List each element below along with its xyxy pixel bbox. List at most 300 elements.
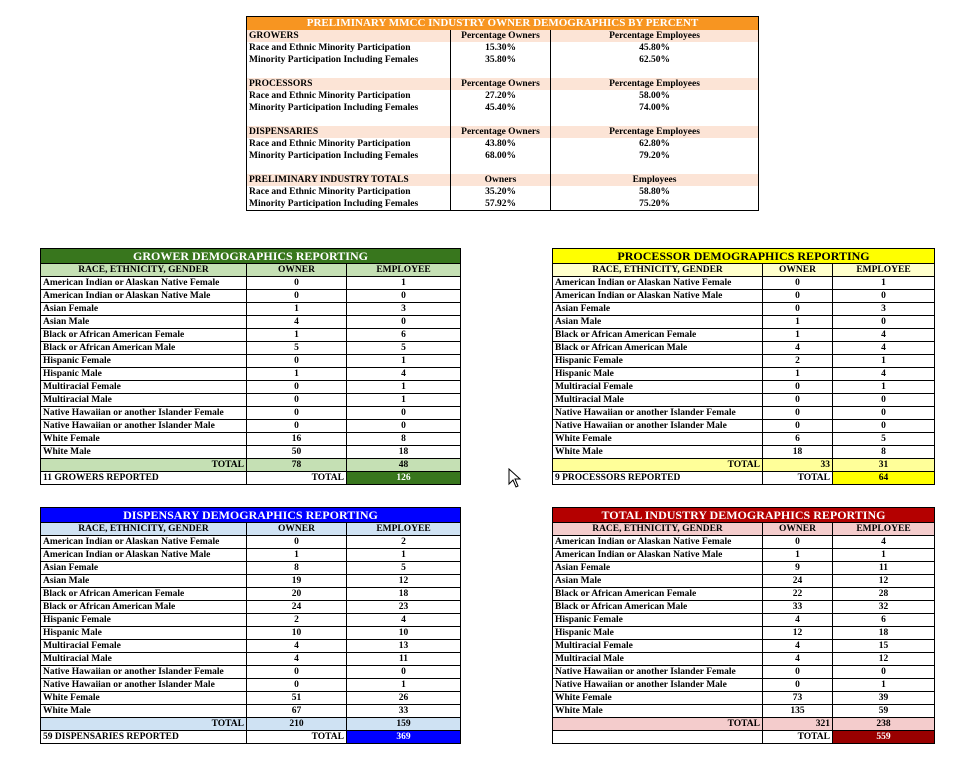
pct-value: 62.80% [551, 138, 759, 150]
owner-count: 2 [247, 614, 347, 627]
table-row [553, 549, 935, 562]
owner-count: 0 [763, 303, 833, 316]
category-label: Asian Male [553, 316, 763, 329]
table-row [553, 316, 935, 329]
total-owner: 210 [247, 718, 347, 731]
pct-value: 75.20% [551, 198, 759, 211]
table-row [553, 653, 935, 666]
reported-count: 9 PROCESSORS REPORTED [553, 472, 763, 485]
employee-count: 0 [833, 290, 935, 303]
owner-count: 22 [763, 588, 833, 601]
col-header-owner: OWNER [763, 264, 833, 277]
reported-count [553, 731, 763, 744]
owner-count: 4 [763, 614, 833, 627]
category-label: Native Hawaiian or another Islander Female [553, 666, 763, 679]
spacer [551, 162, 759, 174]
employee-count: 1 [347, 277, 461, 290]
owner-count: 2 [763, 355, 833, 368]
employee-count: 1 [347, 679, 461, 692]
col-header-employee: EMPLOYEE [833, 264, 935, 277]
table-row [553, 407, 935, 420]
employee-count: 12 [833, 575, 935, 588]
employee-count: 18 [347, 446, 461, 459]
row-label: Race and Ethnic Minority Participation [247, 186, 451, 198]
total-employee: 159 [347, 718, 461, 731]
pct-value: 45.40% [451, 102, 551, 114]
category-label: Multiracial Male [41, 653, 247, 666]
owner-count: 0 [247, 679, 347, 692]
table-row [553, 614, 935, 627]
category-label: White Female [41, 433, 247, 446]
category-label: Native Hawaiian or another Islander Male [553, 420, 763, 433]
table-row [41, 407, 461, 420]
employee-count: 28 [833, 588, 935, 601]
section-name: PROCESSORS [247, 78, 451, 90]
category-label: Hispanic Female [553, 614, 763, 627]
row-label: Minority Participation Including Females [247, 54, 451, 66]
row-label: Minority Participation Including Females [247, 198, 451, 211]
employee-count: 6 [833, 614, 935, 627]
pct-value: 62.50% [551, 54, 759, 66]
col-header-race: RACE, ETHNICITY, GENDER [553, 523, 763, 536]
employee-count: 1 [833, 679, 935, 692]
owner-count: 1 [247, 549, 347, 562]
category-label: Black or African American Female [41, 588, 247, 601]
row-label: Race and Ethnic Minority Participation [247, 138, 451, 150]
col-header: Percentage Owners [451, 30, 551, 42]
employee-count: 26 [347, 692, 461, 705]
grand-total-label: TOTAL [247, 731, 347, 744]
owner-count: 6 [763, 433, 833, 446]
total-label: TOTAL [41, 459, 247, 472]
category-label: White Male [41, 705, 247, 718]
table-row [553, 562, 935, 575]
owner-count: 10 [247, 627, 347, 640]
spacer [247, 66, 451, 78]
owner-count: 73 [763, 692, 833, 705]
employee-count: 4 [833, 368, 935, 381]
reported-count: 59 DISPENSARIES REPORTED [41, 731, 247, 744]
table-row [553, 355, 935, 368]
spacer [551, 114, 759, 126]
pct-value: 58.80% [551, 186, 759, 198]
owner-count: 9 [763, 562, 833, 575]
employee-count: 59 [833, 705, 935, 718]
table-row [41, 433, 461, 446]
employee-count: 5 [347, 562, 461, 575]
employee-count: 15 [833, 640, 935, 653]
owner-count: 0 [763, 679, 833, 692]
pct-value: 45.80% [551, 42, 759, 54]
table-row [41, 303, 461, 316]
employee-count: 18 [833, 627, 935, 640]
category-label: American Indian or Alaskan Native Female [553, 536, 763, 549]
col-header-owner: OWNER [247, 264, 347, 277]
section-name: DISPENSARIES [247, 126, 451, 138]
owner-count: 4 [247, 316, 347, 329]
owner-count: 1 [763, 316, 833, 329]
table-row [553, 627, 935, 640]
col-header: Percentage Employees [551, 30, 759, 42]
category-label: Native Hawaiian or another Islander Male [553, 679, 763, 692]
category-label: Multiracial Male [41, 394, 247, 407]
owner-count: 0 [763, 407, 833, 420]
category-label: Native Hawaiian or another Islander Male [41, 679, 247, 692]
employee-count: 12 [833, 653, 935, 666]
owner-count: 0 [247, 290, 347, 303]
owner-count: 1 [247, 329, 347, 342]
reported-count: 11 GROWERS REPORTED [41, 472, 247, 485]
owner-count: 33 [763, 601, 833, 614]
section-name: GROWERS [247, 30, 451, 42]
owner-count: 24 [763, 575, 833, 588]
table-title: TOTAL INDUSTRY DEMOGRAPHICS REPORTING [553, 508, 935, 523]
grand-total-label: TOTAL [763, 472, 833, 485]
total-label: TOTAL [553, 718, 763, 731]
employee-count: 3 [833, 303, 935, 316]
table-row [41, 575, 461, 588]
employee-count: 0 [347, 290, 461, 303]
table-row [41, 588, 461, 601]
category-label: Asian Male [41, 316, 247, 329]
category-label: American Indian or Alaskan Native Female [41, 277, 247, 290]
category-label: Native Hawaiian or another Islander Male [41, 420, 247, 433]
table-row [41, 290, 461, 303]
table-row [553, 666, 935, 679]
employee-count: 4 [833, 329, 935, 342]
spacer [451, 114, 551, 126]
col-header: Percentage Employees [551, 78, 759, 90]
owner-count: 24 [247, 601, 347, 614]
employee-count: 0 [347, 407, 461, 420]
owner-count: 4 [247, 640, 347, 653]
col-header: Employees [551, 174, 759, 186]
pct-value: 35.20% [451, 186, 551, 198]
total-employee: 48 [347, 459, 461, 472]
category-label: Black or African American Female [553, 588, 763, 601]
category-label: Hispanic Male [553, 627, 763, 640]
grand-total-label: TOTAL [247, 472, 347, 485]
table-row [41, 277, 461, 290]
table-row [553, 692, 935, 705]
total-owner: 33 [763, 459, 833, 472]
table-row [553, 536, 935, 549]
employee-count: 0 [347, 666, 461, 679]
category-label: Native Hawaiian or another Islander Female [41, 666, 247, 679]
grand-total-label: TOTAL [763, 731, 833, 744]
category-label: Black or African American Male [553, 342, 763, 355]
owner-count: 0 [763, 420, 833, 433]
pct-value: 58.00% [551, 90, 759, 102]
owner-count: 0 [763, 277, 833, 290]
owner-count: 5 [247, 342, 347, 355]
summary-table [246, 16, 759, 211]
col-header-employee: EMPLOYEE [347, 523, 461, 536]
category-label: American Indian or Alaskan Native Male [41, 549, 247, 562]
employee-count: 33 [347, 705, 461, 718]
category-label: Asian Female [41, 303, 247, 316]
pct-value: 15.30% [451, 42, 551, 54]
table-row [553, 290, 935, 303]
table-row [41, 640, 461, 653]
owner-count: 0 [247, 355, 347, 368]
category-label: Hispanic Female [553, 355, 763, 368]
row-label: Race and Ethnic Minority Participation [247, 90, 451, 102]
category-label: Multiracial Male [553, 653, 763, 666]
employee-count: 0 [833, 394, 935, 407]
grand-total-value: 126 [347, 472, 461, 485]
category-label: American Indian or Alaskan Native Male [41, 290, 247, 303]
owner-count: 0 [247, 666, 347, 679]
employee-count: 0 [833, 420, 935, 433]
category-label: Black or African American Female [41, 329, 247, 342]
total-owner: 78 [247, 459, 347, 472]
total-industry-demographics-table [552, 507, 935, 744]
table-row [41, 394, 461, 407]
employee-count: 4 [347, 614, 461, 627]
employee-count: 5 [347, 342, 461, 355]
table-row [553, 705, 935, 718]
category-label: Hispanic Male [553, 368, 763, 381]
owner-count: 0 [247, 381, 347, 394]
pct-value: 79.20% [551, 150, 759, 162]
employee-count: 5 [833, 433, 935, 446]
table-row [41, 536, 461, 549]
category-label: Asian Female [553, 562, 763, 575]
employee-count: 0 [347, 420, 461, 433]
table-row [553, 420, 935, 433]
employee-count: 3 [347, 303, 461, 316]
table-row [553, 342, 935, 355]
owner-count: 1 [763, 549, 833, 562]
col-header: Percentage Employees [551, 126, 759, 138]
row-label: Minority Participation Including Females [247, 150, 451, 162]
table-row [41, 446, 461, 459]
employee-count: 11 [833, 562, 935, 575]
table-row [41, 316, 461, 329]
employee-count: 23 [347, 601, 461, 614]
category-label: White Female [41, 692, 247, 705]
employee-count: 6 [347, 329, 461, 342]
table-row [553, 368, 935, 381]
row-label: Race and Ethnic Minority Participation [247, 42, 451, 54]
category-label: Multiracial Female [41, 381, 247, 394]
mouse-cursor-icon [508, 468, 522, 488]
owner-count: 135 [763, 705, 833, 718]
col-header-owner: OWNER [247, 523, 347, 536]
category-label: White Female [553, 692, 763, 705]
processor-demographics-table [552, 248, 935, 485]
table-title: GROWER DEMOGRAPHICS REPORTING [41, 249, 461, 264]
col-header: Percentage Owners [451, 78, 551, 90]
table-row [41, 355, 461, 368]
col-header: Owners [451, 174, 551, 186]
owner-count: 0 [247, 407, 347, 420]
category-label: Native Hawaiian or another Islander Female [553, 407, 763, 420]
employee-count: 4 [833, 536, 935, 549]
employee-count: 1 [833, 381, 935, 394]
category-label: Black or African American Male [41, 342, 247, 355]
employee-count: 1 [833, 355, 935, 368]
employee-count: 4 [347, 368, 461, 381]
grand-total-value: 559 [833, 731, 935, 744]
col-header-race: RACE, ETHNICITY, GENDER [553, 264, 763, 277]
category-label: American Indian or Alaskan Native Female [553, 277, 763, 290]
owner-count: 0 [763, 394, 833, 407]
employee-count: 1 [833, 277, 935, 290]
category-label: Asian Male [41, 575, 247, 588]
category-label: Multiracial Female [41, 640, 247, 653]
summary-title: PRELIMINARY MMCC INDUSTRY OWNER DEMOGRAPHICS BY PERCENT [247, 17, 759, 31]
category-label: American Indian or Alaskan Native Female [41, 536, 247, 549]
owner-count: 8 [247, 562, 347, 575]
table-row [553, 446, 935, 459]
table-row [41, 692, 461, 705]
category-label: American Indian or Alaskan Native Male [553, 290, 763, 303]
employee-count: 12 [347, 575, 461, 588]
employee-count: 4 [833, 342, 935, 355]
section-name: PRELIMINARY INDUSTRY TOTALS [247, 174, 451, 186]
table-row [553, 433, 935, 446]
category-label: Multiracial Female [553, 640, 763, 653]
owner-count: 67 [247, 705, 347, 718]
category-label: Hispanic Male [41, 627, 247, 640]
employee-count: 0 [833, 316, 935, 329]
category-label: White Male [553, 705, 763, 718]
owner-count: 0 [247, 277, 347, 290]
category-label: Asian Male [553, 575, 763, 588]
owner-count: 0 [247, 420, 347, 433]
pct-value: 43.80% [451, 138, 551, 150]
table-row [553, 640, 935, 653]
total-label: TOTAL [553, 459, 763, 472]
owner-count: 19 [247, 575, 347, 588]
grand-total-value: 64 [833, 472, 935, 485]
col-header-owner: OWNER [763, 523, 833, 536]
table-row [41, 679, 461, 692]
col-header-employee: EMPLOYEE [347, 264, 461, 277]
owner-count: 4 [247, 653, 347, 666]
owner-count: 4 [763, 640, 833, 653]
table-row [553, 277, 935, 290]
table-row [553, 575, 935, 588]
employee-count: 1 [833, 549, 935, 562]
category-label: Asian Female [553, 303, 763, 316]
table-row [41, 329, 461, 342]
category-label: Hispanic Male [41, 368, 247, 381]
owner-count: 16 [247, 433, 347, 446]
grower-demographics-table [40, 248, 461, 485]
spacer [247, 114, 451, 126]
table-row [553, 394, 935, 407]
table-row [553, 303, 935, 316]
employee-count: 1 [347, 381, 461, 394]
spacer [451, 66, 551, 78]
table-title: PROCESSOR DEMOGRAPHICS REPORTING [553, 249, 935, 264]
category-label: Hispanic Female [41, 355, 247, 368]
employee-count: 11 [347, 653, 461, 666]
table-row [553, 601, 935, 614]
employee-count: 1 [347, 355, 461, 368]
spacer [451, 162, 551, 174]
table-row [41, 549, 461, 562]
table-row [41, 420, 461, 433]
category-label: Asian Female [41, 562, 247, 575]
employee-count: 0 [833, 666, 935, 679]
table-row [41, 653, 461, 666]
category-label: Black or African American Male [553, 601, 763, 614]
category-label: American Indian or Alaskan Native Male [553, 549, 763, 562]
table-row [41, 666, 461, 679]
employee-count: 0 [347, 316, 461, 329]
owner-count: 1 [763, 368, 833, 381]
table-row [41, 614, 461, 627]
category-label: White Female [553, 433, 763, 446]
dispensary-demographics-table [40, 507, 461, 744]
spacer [247, 162, 451, 174]
owner-count: 0 [247, 394, 347, 407]
table-row [41, 601, 461, 614]
owner-count: 4 [763, 653, 833, 666]
employee-count: 18 [347, 588, 461, 601]
owner-count: 20 [247, 588, 347, 601]
owner-count: 0 [763, 381, 833, 394]
table-row [553, 679, 935, 692]
total-employee: 238 [833, 718, 935, 731]
owner-count: 1 [763, 329, 833, 342]
owner-count: 1 [247, 303, 347, 316]
employee-count: 2 [347, 536, 461, 549]
employee-count: 8 [347, 433, 461, 446]
table-title: DISPENSARY DEMOGRAPHICS REPORTING [41, 508, 461, 523]
owner-count: 0 [763, 290, 833, 303]
col-header: Percentage Owners [451, 126, 551, 138]
table-row [41, 705, 461, 718]
owner-count: 4 [763, 342, 833, 355]
category-label: Black or African American Male [41, 601, 247, 614]
col-header-race: RACE, ETHNICITY, GENDER [41, 264, 247, 277]
row-label: Minority Participation Including Females [247, 102, 451, 114]
pct-value: 68.00% [451, 150, 551, 162]
col-header-employee: EMPLOYEE [833, 523, 935, 536]
table-row [553, 588, 935, 601]
category-label: Multiracial Female [553, 381, 763, 394]
owner-count: 0 [763, 536, 833, 549]
pct-value: 57.92% [451, 198, 551, 211]
col-header-race: RACE, ETHNICITY, GENDER [41, 523, 247, 536]
table-row [41, 342, 461, 355]
employee-count: 10 [347, 627, 461, 640]
spacer [551, 66, 759, 78]
table-row [41, 562, 461, 575]
employee-count: 13 [347, 640, 461, 653]
owner-count: 51 [247, 692, 347, 705]
total-label: TOTAL [41, 718, 247, 731]
employee-count: 32 [833, 601, 935, 614]
employee-count: 1 [347, 549, 461, 562]
employee-count: 0 [833, 407, 935, 420]
category-label: Multiracial Male [553, 394, 763, 407]
table-row [553, 381, 935, 394]
owner-count: 0 [763, 666, 833, 679]
owner-count: 0 [247, 536, 347, 549]
table-row [41, 368, 461, 381]
total-owner: 321 [763, 718, 833, 731]
table-row [41, 381, 461, 394]
category-label: Native Hawaiian or another Islander Female [41, 407, 247, 420]
employee-count: 1 [347, 394, 461, 407]
owner-count: 18 [763, 446, 833, 459]
